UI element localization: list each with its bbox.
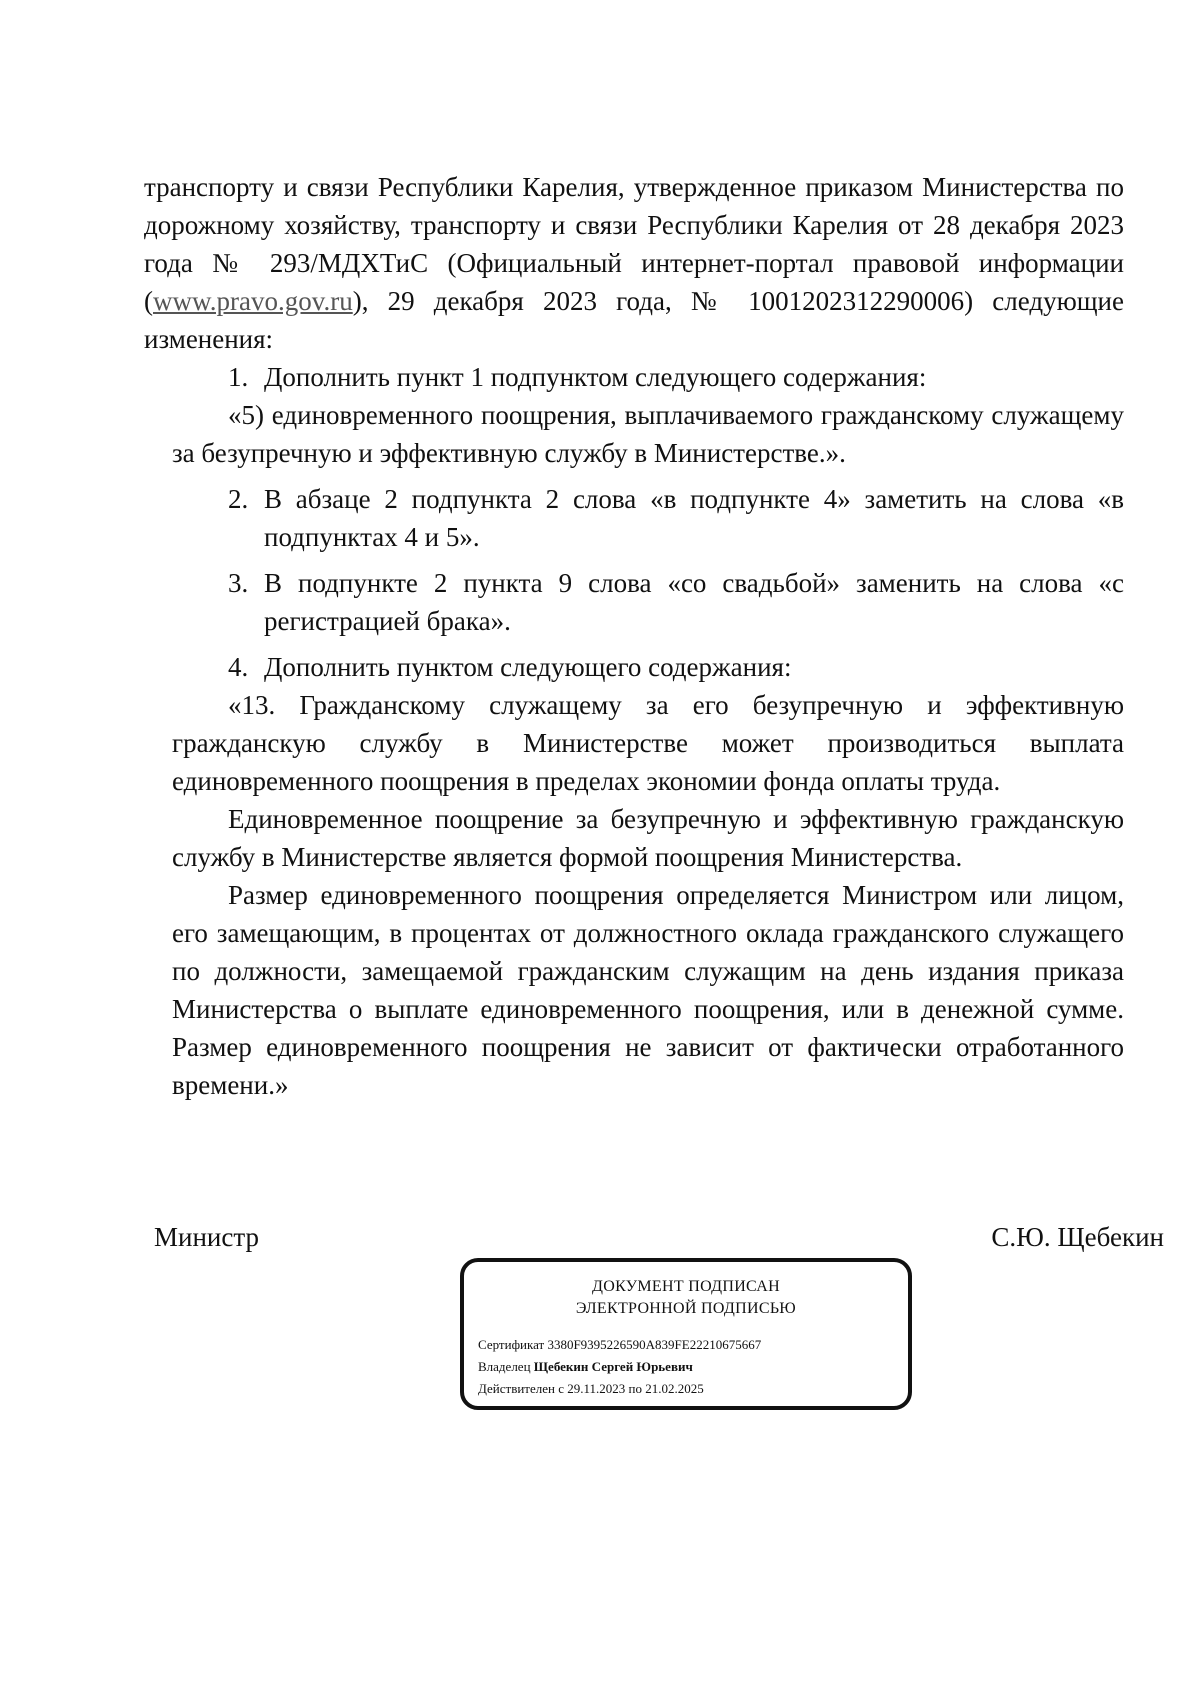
paragraph-size: Размер единовременного поощрения определяется Министром или лицом, его замещающим, в процентах от должностного оклада гражданского служащего по должности, замещаемой гражданским служащим на день издания приказа Министерства о выплате единовременного поощрения, или в денежной сумме. Размер единовременного поощрения не зависит от фактически отработанного времени.» [172, 880, 1124, 1100]
quote-subitem-5: «5) единовременного поощрения, выплачиваемого гражданскому служащему за безупречную и эффективную службу в Министерстве.». [172, 400, 1124, 468]
list-item-text: В подпункте 2 пункта 9 слова «со свадьбой» заменить на слова «с регистрацией брака». [264, 568, 1124, 636]
list-item-4 [228, 648, 1124, 686]
list-item-2 [228, 480, 1124, 556]
list-item-text: В абзаце 2 подпункта 2 слова «в подпункте 4» заметить на слова «в подпунктах 4 и 5». [264, 484, 1124, 552]
list-item-number: 1. [228, 362, 249, 392]
intro-text-start: транспорту и связи Республики Карелия, утвержденное приказом Министерства по дорожному хозяйству, транспорту и связи Республики Карелия от 28 декабря 2023 года № 293/МДХТиС (Официальный интернет-портал правовой информации ( [144, 172, 1124, 316]
certificate-value: 3380F9395226590A839FE22210675667 [547, 1337, 762, 1352]
list-item-text: Дополнить пункт 1 подпунктом следующего содержания: [264, 362, 927, 392]
intro-text-end: ), 29 декабря 2023 года, № 1001202312290006) следующие изменения: [144, 286, 1124, 354]
signature-row [154, 1222, 1164, 1253]
document-body [144, 168, 1124, 1104]
stamp-owner-line [478, 1356, 908, 1378]
list-item-text: Дополнить пунктом следующего содержания: [264, 652, 792, 682]
owner-value: Щебекин Сергей Юрьевич [533, 1359, 693, 1374]
list-item-3 [228, 564, 1124, 640]
owner-label: Владелец [478, 1359, 531, 1374]
stamp-title [464, 1276, 908, 1320]
signer-position: Министр [154, 1222, 259, 1252]
valid-label: Действителен [478, 1381, 555, 1396]
paragraph-form: Единовременное поощрение за безупречную и эффективную гражданскую службу в Министерстве является формой поощрения Министерства. [172, 804, 1124, 872]
valid-to-label: по [628, 1381, 642, 1396]
stamp-title-line-1: ДОКУМЕНТ ПОДПИСАН [592, 1278, 780, 1295]
pravo-link[interactable]: www.pravo.gov.ru [153, 286, 353, 316]
list-item-number: 3. [228, 568, 249, 598]
intro-paragraph [144, 168, 1124, 358]
valid-from: 29.11.2023 [567, 1381, 626, 1396]
valid-to: 21.02.2025 [645, 1381, 704, 1396]
stamp-title-line-2: ЭЛЕКТРОННОЙ ПОДПИСЬЮ [575, 1300, 797, 1317]
valid-from-label: с [558, 1381, 564, 1396]
certificate-label: Сертификат [478, 1337, 545, 1352]
electronic-signature-stamp [460, 1258, 912, 1410]
stamp-details [478, 1334, 908, 1400]
list-item-1 [228, 358, 1124, 396]
stamp-validity-line [478, 1378, 908, 1400]
signer-name: С.Ю. Щебекин [991, 1222, 1164, 1252]
list-item-number: 2. [228, 484, 249, 514]
quote-item-13: «13. Гражданскому служащему за его безупречную и эффективную гражданскую службу в Министерстве может производиться выплата единовременного поощрения в пределах экономии фонда оплаты труда. [172, 690, 1124, 796]
list-item-number: 4. [228, 652, 249, 682]
stamp-certificate-line [478, 1334, 908, 1356]
